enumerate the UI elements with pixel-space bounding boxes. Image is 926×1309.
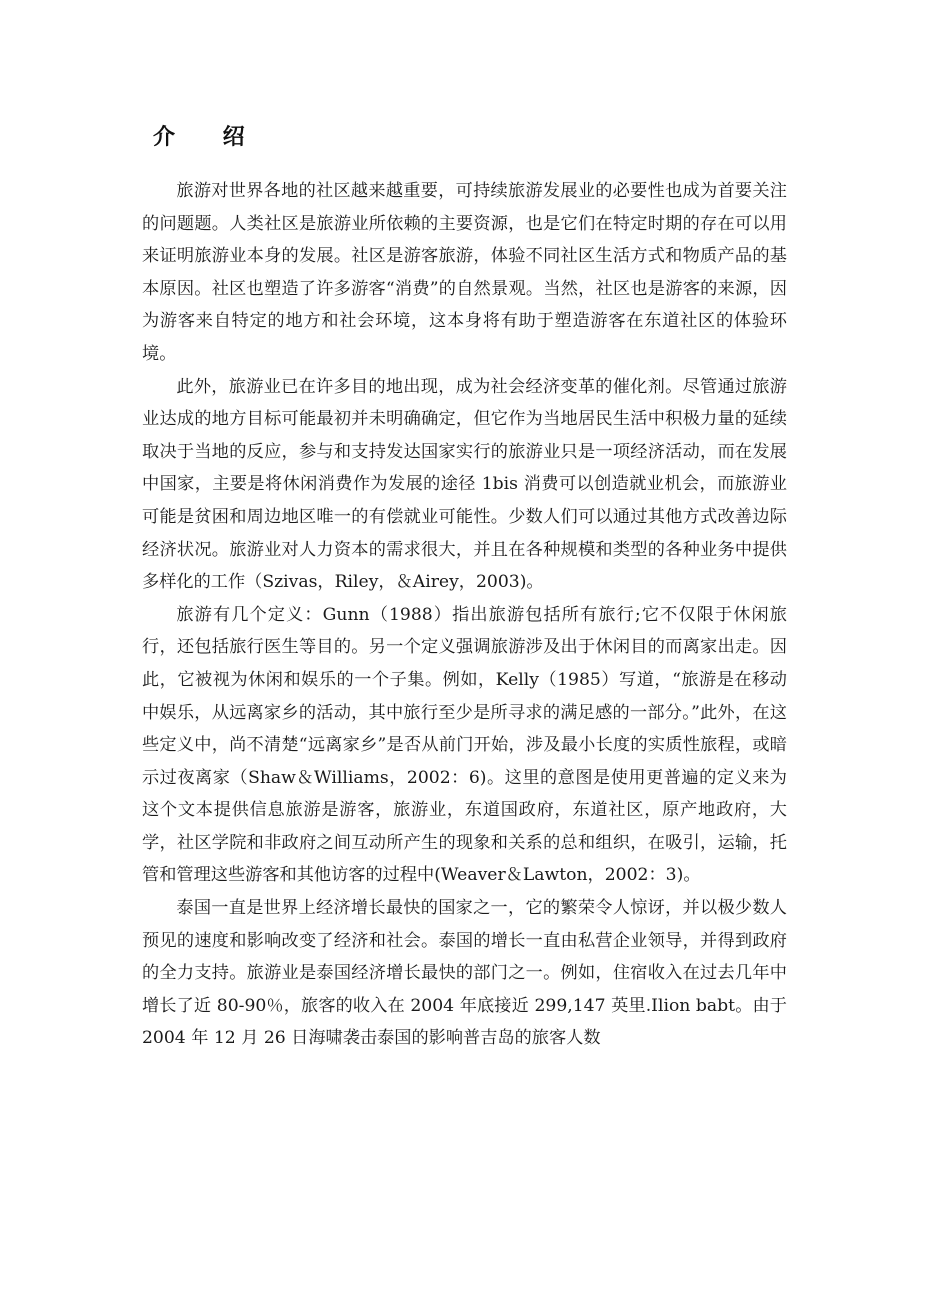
page-title: 介 绍 [153,125,265,150]
paragraph: 旅游对世界各地的社区越来越重要，可持续旅游发展业的必要性也成为首要关注的问题题。人类社区是旅游业所依赖的主要资源，也是它们在特定时期的存在可以用来证明旅游业本身的发展。社区是游客旅游，体验不同社区生活方式和物质产品的基本原因。社区也塑造了许多游客“消费”的自然景观。当然，社区也是游客的来源，因为游客来自特定的地方和社会环境，这本身将有助于塑造游客在东道社区的体验环境。 [142,181,787,364]
paragraph: 此外，旅游业已在许多目的地出现，成为社会经济变革的催化剂。尽管通过旅游业达成的地方目标可能最初并未明确确定，但它作为当地居民生活中积极力量的延续取决于当地的反应，参与和支持发达国家实行的旅游业只是一项经济活动，而在发展中国家，主要是将休闲消费作为发展的途径 1bis 消费可以创造就业机会，而旅游业可能是贫困和周边地区唯一的有偿就业可能性。少数人们可以通过其他方式改善边际经济状况。旅游业对人力资本的需求很大，并且在各种规模和类型的各种业务中提供多样化的工作（Szivas，Riley，＆Airey，2003)。 [142,376,787,593]
body-text [142,175,787,1055]
paragraph: 旅游有几个定义：Gunn（1988）指出旅游包括所有旅行;它不仅限于休闲旅行，还包括旅行医生等目的。另一个定义强调旅游涉及出于休闲目的而离家出走。因此，它被视为休闲和娱乐的一个子集。例如，Kelly（1985）写道，“旅游是在移动中娱乐，从远离家乡的活动，其中旅行至少是所寻求的满足感的一部分。”此外，在这些定义中，尚不清楚“远离家乡”是否从前门开始，涉及最小长度的实质性旅程，或暗示过夜离家（Shaw＆Williams，2002：6)。这里的意图是使用更普遍的定义来为这个文本提供信息旅游是游客，旅游业，东道国政府，东道社区，原产地政府，大学，社区学院和非政府之间互动所产生的现象和关系的总和组织，在吸引，运输，托管和管理这些游客和其他访客的过程中(Weaver＆Lawton，2002：3)。 [142,604,787,886]
paragraph: 泰国一直是世界上经济增长最快的国家之一，它的繁荣令人惊讶，并以极少数人预见的速度和影响改变了经济和社会。泰国的增长一直由私营企业领导，并得到政府的全力支持。旅游业是泰国经济增长最快的部门之一。例如，住宿收入在过去几年中增长了近 80-90％，旅客的收入在 2004 年底接近 299,147 英里.Ilion babt。由于 2004 年 12 月 26 日海啸袭击泰国的影响普吉岛的旅客人数 [142,898,787,1049]
